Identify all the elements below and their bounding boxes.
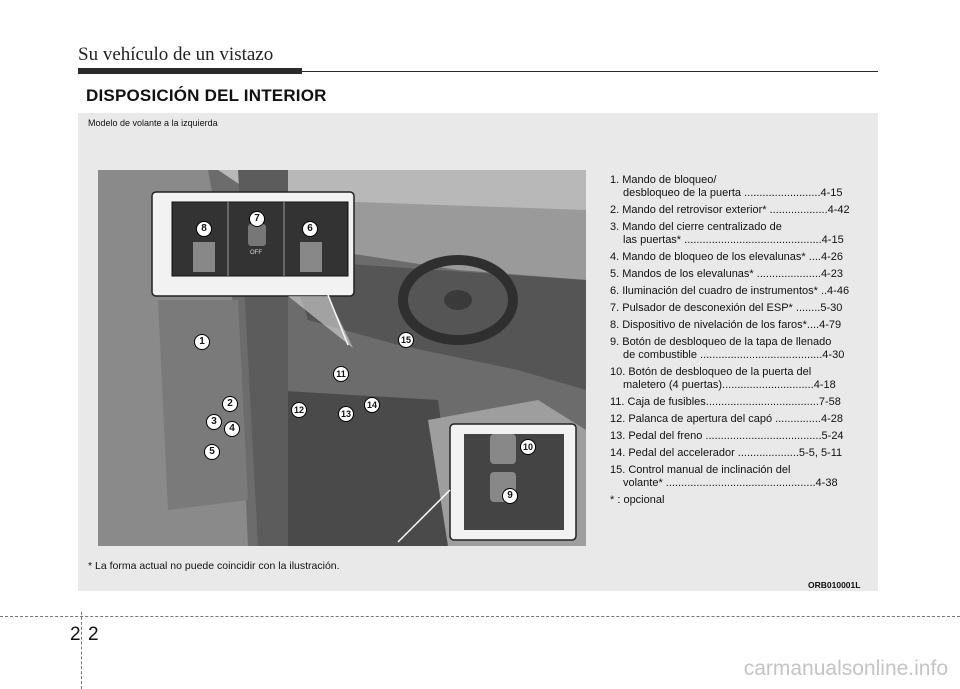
callout-14: 14 — [364, 397, 380, 413]
list-item: 4. Mando de bloqueo de los elevalunas* ....4-26 — [610, 251, 843, 263]
callout-6: 6 — [302, 221, 318, 237]
callout-4: 4 — [224, 421, 240, 437]
model-label: Modelo de volante a la izquierda — [88, 118, 218, 128]
callout-5: 5 — [204, 444, 220, 460]
callout-11: 11 — [333, 366, 349, 382]
callout-1: 1 — [194, 334, 210, 350]
list-item: 3. Mando del cierre centralizado de las puertas* .............................................4-15 — [610, 221, 844, 246]
list-item: * : opcional — [610, 494, 665, 506]
page-number: 2 — [88, 624, 99, 645]
figure-footnote: * La forma actual no puede coincidir con la ilustración. — [88, 560, 340, 572]
callout-12: 12 — [291, 402, 307, 418]
list-item: 2. Mando del retrovisor exterior* ...................4-42 — [610, 204, 850, 216]
callout-10: 10 — [520, 439, 536, 455]
list-item: 9. Botón de desbloqueo de la tapa de llenado de combustible ........................................4-30 — [610, 336, 845, 361]
page-number-chapter: 2 — [70, 624, 81, 645]
callout-8: 8 — [196, 221, 212, 237]
section-title: DISPOSICIÓN DEL INTERIOR — [86, 86, 327, 105]
footer-rule — [0, 616, 960, 617]
figure-code: ORB010001L — [808, 580, 861, 590]
legend-list — [610, 174, 878, 511]
list-item: 7. Pulsador de desconexión del ESP* ........5-30 — [610, 302, 843, 314]
footer-vertical-rule — [81, 612, 82, 689]
callout-15: 15 — [398, 332, 414, 348]
list-item: 14. Pedal del accelerador ....................5-5, 5-11 — [610, 447, 843, 459]
list-item: 13. Pedal del freno ......................................5-24 — [610, 430, 844, 442]
list-item: 5. Mandos de los elevalunas* .....................4-23 — [610, 268, 843, 280]
running-header: Su vehículo de un vistazo — [78, 44, 274, 65]
callout-7: 7 — [249, 211, 265, 227]
list-item: 15. Control manual de inclinación del volante* .................................................4-38 — [610, 464, 838, 489]
esp-off-label: OFF — [250, 250, 262, 256]
callout-13: 13 — [338, 406, 354, 422]
list-item: 12. Palanca de apertura del capó ...............4-28 — [610, 413, 843, 425]
list-item: 10. Botón de desbloqueo de la puerta del maletero (4 puertas)..............................4-18 — [610, 366, 836, 391]
list-item: 11. Caja de fusibles.....................................7-58 — [610, 396, 841, 408]
list-item: 1. Mando de bloqueo/ desbloqueo de la puerta .........................4-15 — [610, 174, 843, 199]
header-rule — [302, 71, 878, 72]
list-item: 6. Iluminación del cuadro de instrumentos* ..4-46 — [610, 285, 850, 297]
header-bar — [78, 68, 302, 74]
watermark: carmanualsonline.info — [743, 657, 948, 680]
callout-3: 3 — [206, 414, 222, 430]
list-item: 8. Dispositivo de nivelación de los faros*....4-79 — [610, 319, 842, 331]
interior-illustration — [98, 170, 586, 546]
callout-9: 9 — [502, 488, 518, 504]
callout-2: 2 — [222, 396, 238, 412]
